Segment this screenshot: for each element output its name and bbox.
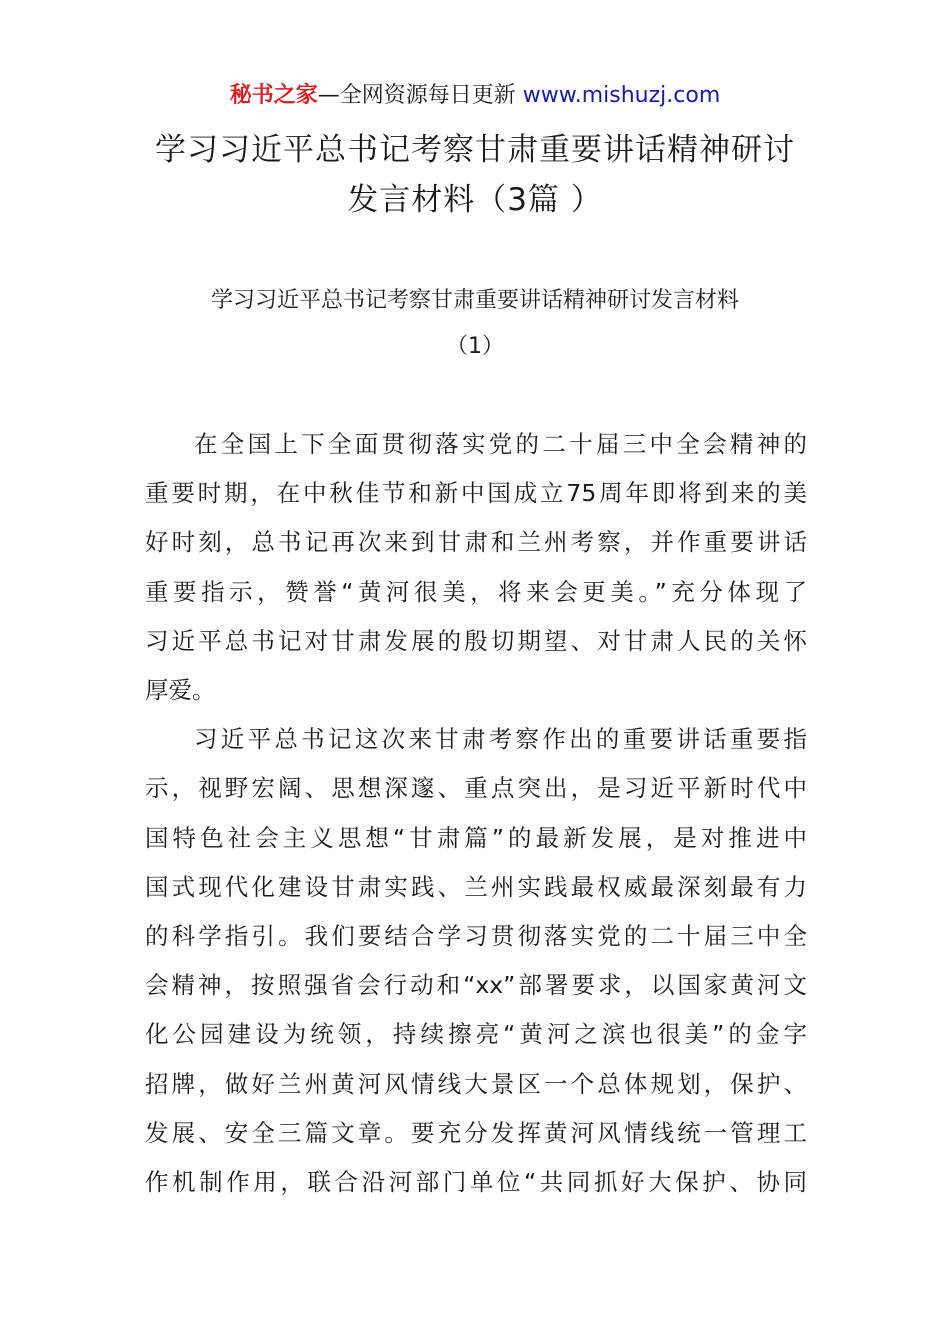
title-line-1: 学习习近平总书记考察甘肃重要讲话精神研讨 [155,132,795,168]
paragraph [145,420,807,715]
text-line: 重要时期，在中秋佳节和新中国成立75周年即将到来的美 [145,479,807,508]
text-line: 重要指示，赞誉“黄河很美，将来会更美。”充分体现了 [145,577,807,606]
text-line: 国特色社会主义思想“甘肃篇”的最新发展，是对推进中 [145,823,807,852]
header-tagline: —全网资源每日更新 [317,83,516,108]
text-line: 作机制作用，联合沿河部门单位“共同抓好大保护、协同 [145,1168,807,1197]
document-title [0,125,950,225]
text-line: 发展、安全三篇文章。要充分发挥黄河风情线统一管理工 [145,1118,807,1147]
text-line: 厚爱。 [145,676,216,705]
text-line: 习近平总书记这次来甘肃考察作出的重要讲话重要指 [194,725,807,754]
site-header [0,80,950,112]
text-line: 示，视野宏阔、思想深邃、重点突出，是习近平新时代中 [145,774,807,803]
text-line: 习近平总书记对甘肃发展的殷切期望、对甘肃人民的关怀 [145,626,807,655]
text-line: 在全国上下全面贯彻落实党的二十届三中全会精神的 [194,430,807,458]
text-line: 招牌，做好兰州黄河风情线大景区一个总体规划，保护、 [145,1069,807,1098]
text-line: 化公园建设为统领，持续擦亮“黄河之滨也很美”的金字 [145,1020,807,1049]
body-text [145,420,807,1207]
text-line: 的科学指引。我们要结合学习贯彻落实党的二十届三中全 [145,922,807,951]
section-title [0,278,950,370]
text-line: 好时刻，总书记再次来到甘肃和兰州考察，并作重要讲话 [145,528,807,557]
site-url-link[interactable]: www.mishuzj.com [522,83,721,108]
text-line: 国式现代化建设甘肃实践、兰州实践最权威最深刻最有力 [145,872,807,901]
title-line-2: 发言材料（3篇 ） [347,182,603,218]
section-title-line-1: 学习习近平总书记考察甘肃重要讲话精神研讨发言材料 [210,288,739,313]
section-title-line-2: （1） [446,334,504,359]
paragraph [145,715,807,1207]
brand-name: 秘书之家 [229,83,318,108]
text-line: 会精神，按照强省会行动和“xx”部署要求，以国家黄河文 [145,971,807,1000]
